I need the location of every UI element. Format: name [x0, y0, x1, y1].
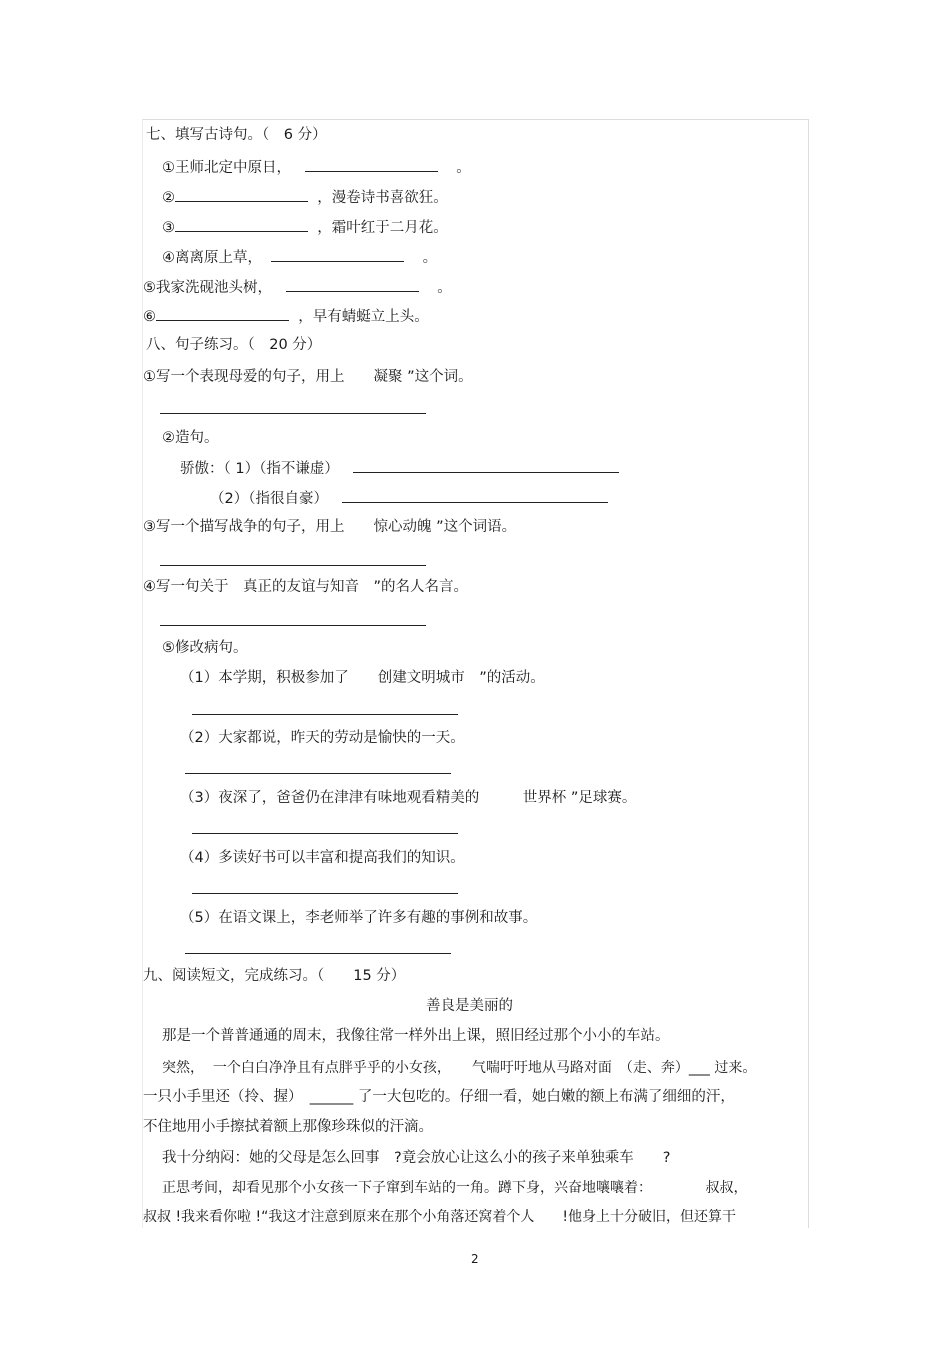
sentence-4: （4）多读好书可以丰富和提高我们的知识。: [180, 850, 465, 866]
paragraph-2a: 突然， 一个白白净净且有点胖乎乎的小女孩， 气喘吁吁地从马路对面 （走、奔）___ 过来。: [162, 1060, 757, 1076]
sentence-1: （1）本学期，积极参加了 创建文明城市 ”的活动。: [180, 670, 545, 686]
paragraph-3: 我十分纳闷：她的父母是怎么回事 ?竟会放心让这么小的孩子来单独乘车 ?: [162, 1150, 671, 1166]
question-2b: （2）（指很自豪）: [210, 488, 608, 509]
question-4: ④写一句关于 真正的友谊与知音 ”的名人名言。: [143, 579, 469, 595]
answer-line-1: [160, 413, 426, 414]
section9-title: 九、阅读短文，完成练习。（ 15 分）: [143, 968, 406, 984]
answer-line-s1: [192, 714, 458, 715]
section8-title: 八、句子练习。（ 20 分）: [146, 337, 322, 353]
page-number: 2: [471, 1252, 479, 1266]
poem-6: ⑥ ，早有蜻蜓立上头。: [143, 306, 429, 327]
poem-3: ③ ，霜叶红于二月花。: [162, 217, 448, 238]
poem-4: ④离离原上草， 。: [162, 247, 437, 268]
sentence-5: （5）在语文课上，李老师举了许多有趣的事例和故事。: [180, 910, 538, 926]
question-2: ②造句。: [162, 430, 219, 446]
question-3: ③写一个描写战争的句子，用上 惊心动魄 ”这个词语。: [143, 519, 517, 535]
question-2a: 骄傲：（ 1）（指不谦虚）: [180, 458, 619, 479]
paragraph-4a: 正思考间，却看见那个小女孩一下子窜到车站的一角。蹲下身，兴奋地嚷嚷着： 叔叔，: [162, 1180, 748, 1196]
paragraph-1: 那是一个普普通通的周末，我像往常一样外出上课，照旧经过那个小小的车站。: [162, 1028, 670, 1044]
paragraph-2b: 一只小手里还（拎、握） ______ 了一大包吃的。仔细一看，她白嫩的额上布满了细细的汗，: [143, 1089, 735, 1105]
paragraph-4b: 叔叔 !我来看你啦 !“我这才注意到原来在那个小角落还窝着个人 !他身上十分破旧，但还算干: [143, 1209, 736, 1225]
answer-line-s2: [185, 773, 451, 774]
article-title: 善良是美丽的: [426, 998, 513, 1014]
poem-2: ② ，漫卷诗书喜欲狂。: [162, 187, 448, 208]
answer-line-s3: [192, 833, 458, 834]
poem-5: ⑤我家洗砚池头树， 。: [143, 277, 452, 298]
question-5: ⑤修改病句。: [162, 640, 248, 656]
sentence-3: （3）夜深了，爸爸仍在津津有味地观看精美的 世界杯 ”足球赛。: [180, 790, 637, 806]
sentence-2: （2）大家都说，昨天的劳动是愉快的一天。: [180, 730, 465, 746]
answer-line-s4: [192, 893, 458, 894]
paragraph-2c: 不住地用小手擦拭着额上那像珍珠似的汗滴。: [143, 1119, 433, 1135]
poem-1: ①王师北定中原日， 。: [162, 157, 471, 178]
answer-line-s5: [185, 953, 451, 954]
answer-line-3: [160, 565, 426, 566]
section7-title: 七、填写古诗句。（ 6 分）: [146, 127, 327, 143]
question-1: ①写一个表现母爱的句子，用上 凝聚 ”这个词。: [143, 369, 473, 385]
answer-line-4: [160, 625, 426, 626]
